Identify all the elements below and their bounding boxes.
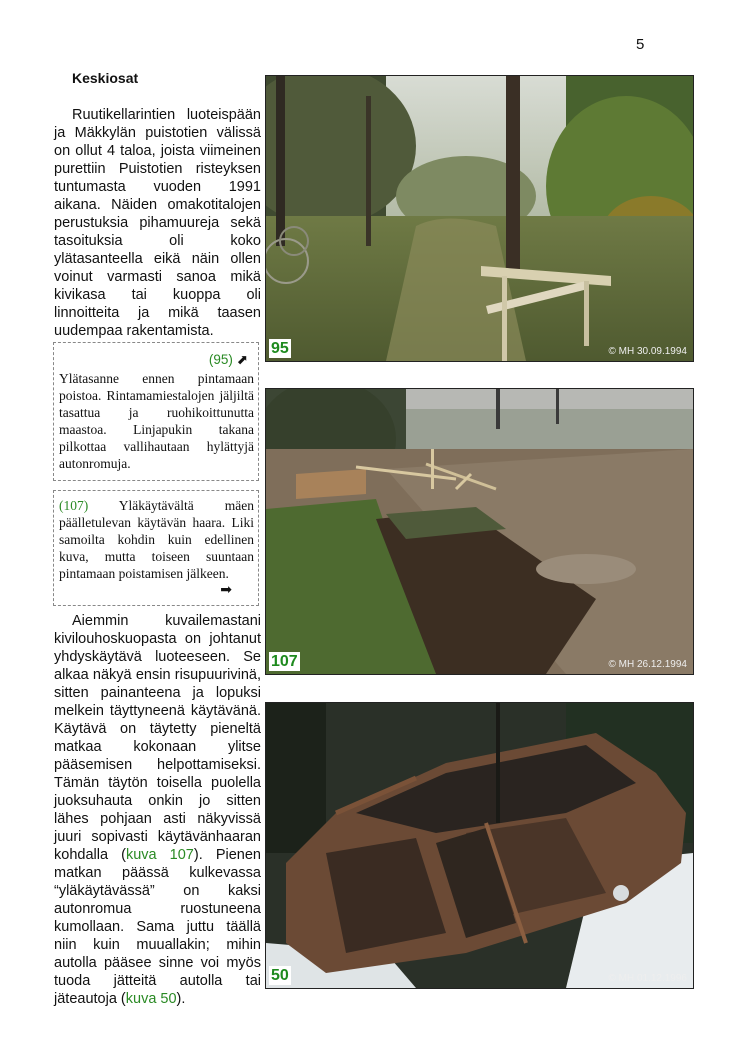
arrow-right-icon: ➡ xyxy=(220,583,232,598)
photo-95-forest-clearing xyxy=(265,75,694,362)
photo-107-trench xyxy=(265,388,694,675)
caption-95-text: Ylätasanne ennen pintamaan poistoa. Rintamamiestalojen jäljiltä tasattua ja ruohikoittunutta maastoa. Linjapukin takana pilkottaa vallihautaan hylättyjä autonromuja. xyxy=(59,371,254,471)
photo-50-link[interactable]: kuva 50 xyxy=(125,991,177,1007)
caption-107-text: Yläkäytävältä mäen päälletulevan käytävän haara. Liki samoilta kohdin kuin edellinen kuva, mutta toiseen suuntaan pintamaan poistamisen jälkeen. xyxy=(59,498,254,581)
photo-95-number: 95 xyxy=(271,340,289,357)
photo-50-credit: © MH 01.12.1996 xyxy=(608,973,687,984)
photo-50-car-wreck xyxy=(265,702,694,989)
photo-107-caption xyxy=(53,490,259,606)
caption-107-ref: (107) xyxy=(59,498,89,513)
photo-107-number: 107 xyxy=(271,653,298,670)
intro-paragraph: Ruutikellarintien luoteispään ja Mäkkylän puistotien välissä on ollut 4 taloa, joista viimeinen purettiin Puistotien risteyksen tuntumasta vuoden 1991 aikana. Näiden omakotitalojen perustuksia pihamuureja sekä tasoituksia oli koko ylätasanteella eikä näin ollen voinut varmasti sanoa mikä kivikasa tai kuoppa oli linnoitteita ja mikä taasen uudempaa rakentamista. xyxy=(54,107,261,339)
caption-95-ref: (95) ⬈ xyxy=(208,352,248,367)
photo-107-credit: © MH 26.12.1994 xyxy=(608,659,687,670)
arrow-up-right-icon: ⬈ xyxy=(236,352,248,367)
photo-95-credit: © MH 30.09.1994 xyxy=(608,346,687,357)
section-heading: Keskiosat xyxy=(72,70,139,86)
photo-95-caption xyxy=(53,342,259,481)
page-number: 5 xyxy=(636,36,645,53)
photo-50-number: 50 xyxy=(271,967,289,984)
trench-paragraph: Aiemmin kuvailemastani kivilouhoskuopasta on johtanut yhdyskäytävä luoteeseen. Se alkaa näkyä ensin risupuurivinä, sitten painanteena ja lopuksi melkein täyttyneenä käytävänä. Käytävä on täytetty pieneltä matkaa kokonaan ylitse pääsemisen helpottamiseksi. Tämän täytön toisella puolella juoksuhauta onkin jo sitten lähes pohjaan asti näkyvissä juuri sopivasti käytävänhaaran kohdalla (kuva 107). Pienen matkan päässä kulkevassa “yläkäytävässä” on kaksi autonromua ruostuneena kumollaan. Sama juttu täällä niin kuin muuallakin; mihin autolla pääsee sinne voi myös tuoda jätteitä autolla tai jäteautoja (kuva 50). xyxy=(54,613,261,1007)
photo-107-link[interactable]: kuva 107 xyxy=(125,847,194,863)
